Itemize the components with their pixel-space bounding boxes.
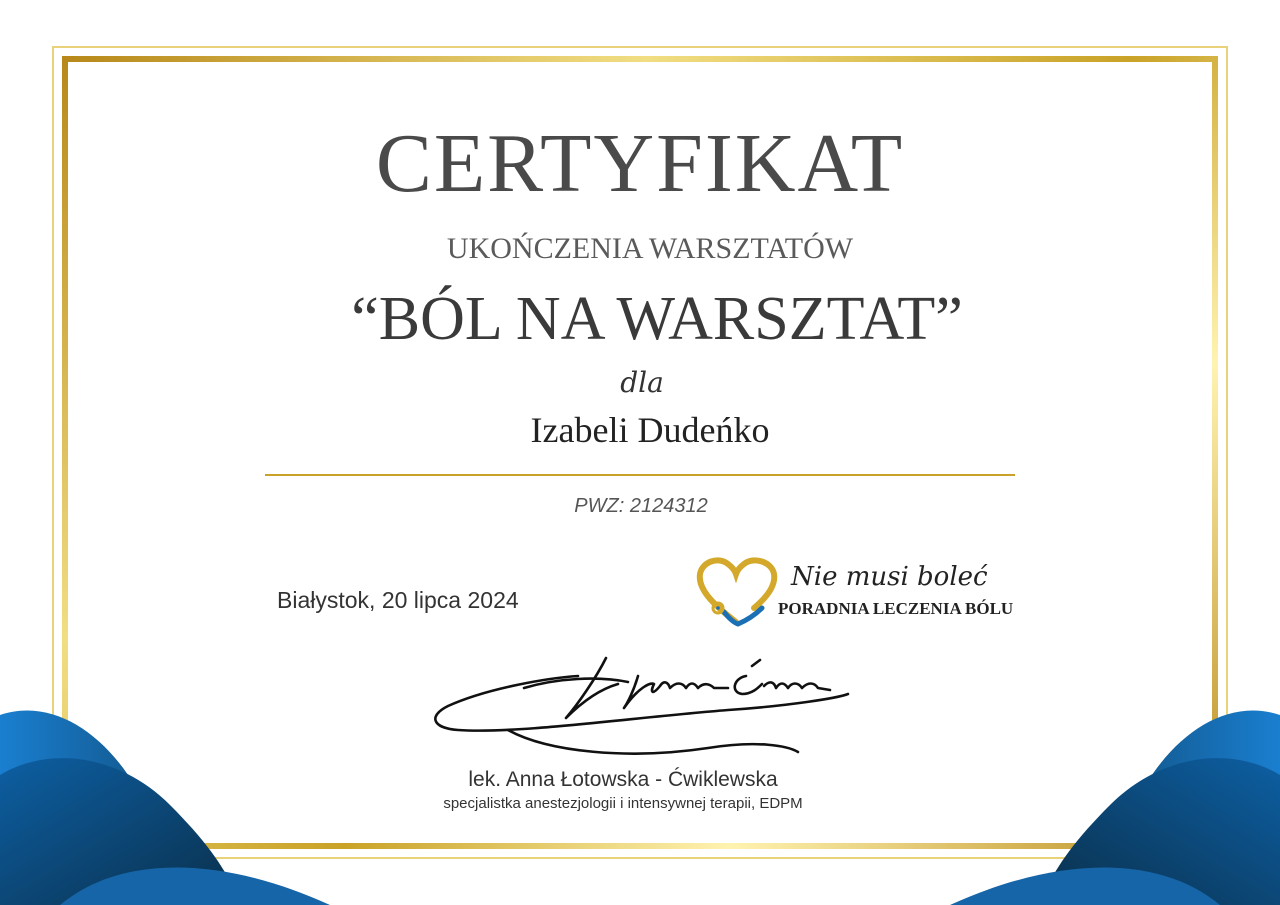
workshop-name: “BÓL NA WARSZTAT” — [351, 285, 963, 353]
logo-slogan: Nie musi boleć — [791, 562, 988, 592]
for-label: dla — [620, 366, 664, 399]
decorative-wave-right — [940, 705, 1280, 905]
certificate-title: CERTYFIKAT — [375, 117, 905, 210]
heart-stethoscope-icon — [696, 556, 780, 628]
divider-line — [265, 474, 1015, 476]
clinic-logo — [696, 556, 1026, 628]
pwz-number: PWZ: 2124312 — [574, 495, 708, 517]
doctor-name: lek. Anna Łotowska - Ćwiklewska — [468, 768, 778, 791]
handwritten-signature — [428, 648, 858, 763]
decorative-wave-left — [0, 705, 340, 905]
doctor-specialty: specjalistka anestezjologii i intensywnej terapii, EDPM — [443, 795, 803, 812]
recipient-name: Izabeli Dudeńko — [530, 410, 770, 450]
certificate-subtitle: UKOŃCZENIA WARSZTATÓW — [446, 232, 854, 265]
logo-clinic-name: PORADNIA LECZENIA BÓLU — [778, 599, 1014, 618]
place-and-date: Białystok, 20 lipca 2024 — [277, 587, 519, 613]
